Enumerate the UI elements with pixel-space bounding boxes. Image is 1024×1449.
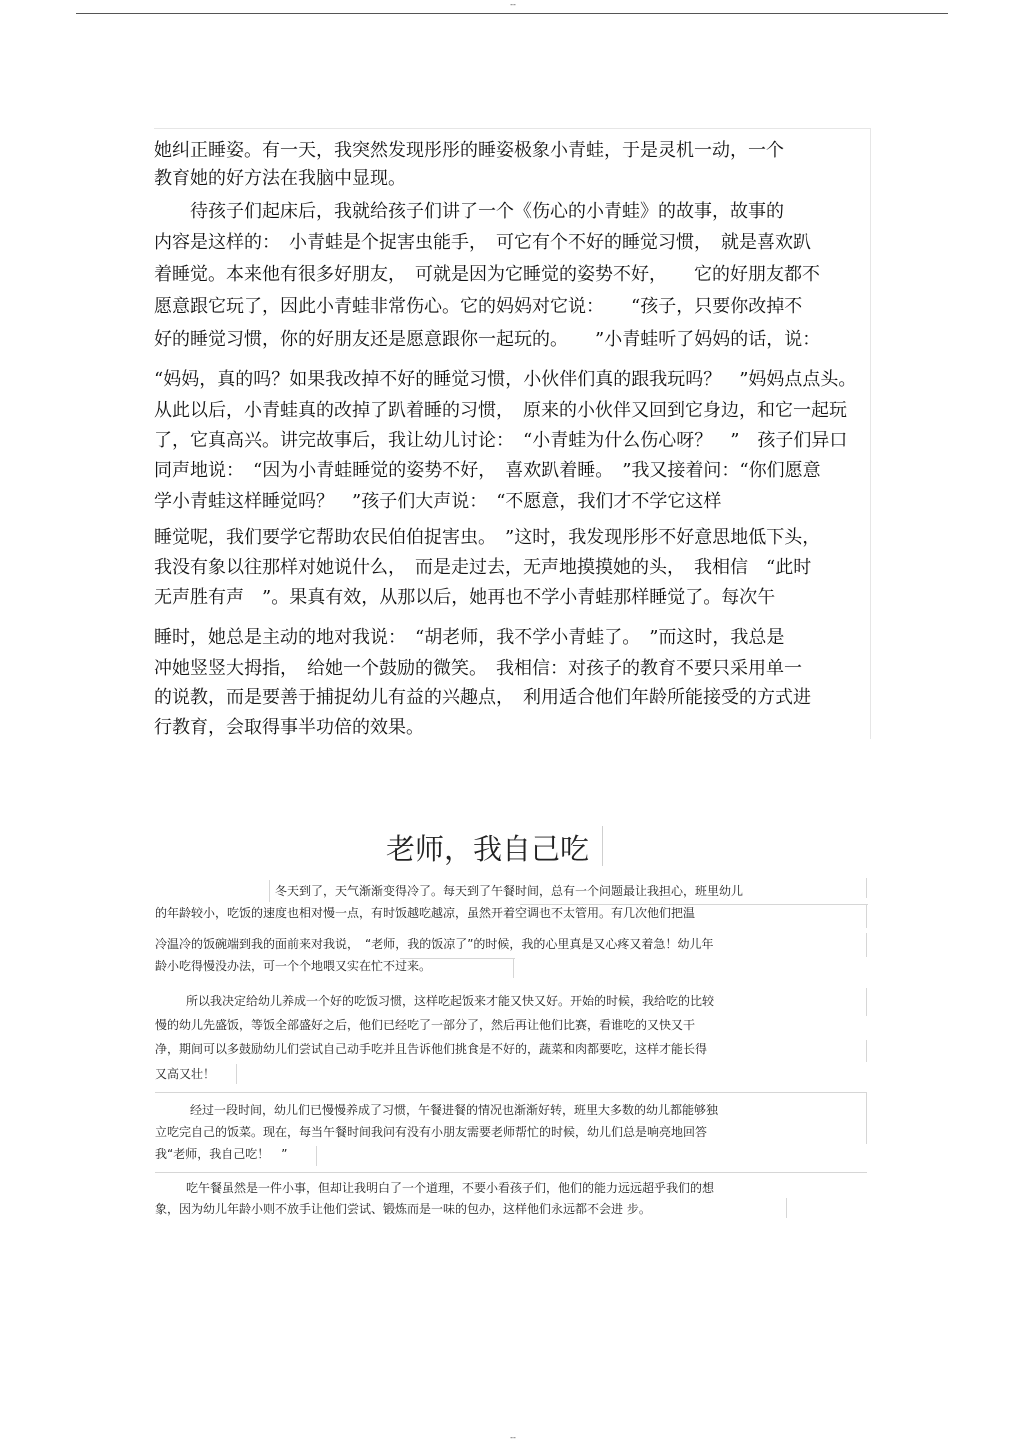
scan-artifact	[316, 1146, 317, 1166]
paragraph-line: 象，因为幼儿年龄小则不放手让他们尝试、锻炼而是一味的包办，这样他们永远都不会进 步。	[155, 1202, 651, 1216]
paragraph-line: 无声胜有声 ”。果真有效，从那以后，她再也不学小青蛙那样睡觉了。每次午	[154, 587, 776, 608]
paragraph-line: 行教育，会取得事半功倍的效果。	[154, 717, 424, 738]
header-page-mark: --	[510, 0, 516, 9]
scan-artifact	[236, 1064, 237, 1084]
paragraph-line: 她纠正睡姿。有一天，我突然发现彤彤的睡姿极象小青蛙，于是灵机一动，一个	[154, 140, 784, 161]
paragraph-line: 愿意跟它玩了，因此小青蛙非常伤心。它的妈妈对它说： “孩子，只要你改掉不	[154, 296, 803, 317]
scan-artifact	[866, 988, 867, 1016]
story-frog-section	[154, 128, 871, 739]
paragraph-line: 我“老师，我自己吃！ ”	[155, 1147, 288, 1161]
paragraph-line: 冲她竖竖大拇指， 给她一个鼓励的微笑。 我相信：对孩子的教育不要只采用单一	[154, 658, 802, 679]
scan-artifact	[786, 1198, 787, 1218]
paragraph-line: 吃午餐虽然是一件小事，但却让我明白了一个道理，不要小看孩子们，他们的能力远远超乎我们的想	[186, 1181, 715, 1195]
paragraph-line: 睡时，她总是主动的地对我说： “胡老师，我不学小青蛙了。 ”而这时，我总是	[154, 627, 785, 648]
scan-artifact	[866, 878, 867, 898]
paragraph-line: 好的睡觉习惯，你的好朋友还是愿意跟你一起玩的。 ”小青蛙听了妈妈的话，说：	[154, 329, 821, 350]
paragraph-line: 净，期间可以多鼓励幼儿们尝试自己动手吃并且告诉他们挑食是不好的，蔬菜和肉都要吃，这样才能长得	[155, 1042, 708, 1056]
paragraph-line: 的说教，而是要善于捕捉幼儿有益的兴趣点， 利用适合他们年龄所能接受的方式进	[154, 687, 811, 708]
paragraph-line: 慢的幼儿先盛饭，等饭全部盛好之后，他们已经吃了一部分了，然后再让他们比赛，看谁吃的又快又干	[155, 1018, 696, 1032]
paragraph-line: 了，它真高兴。讲完故事后，我让幼儿讨论： “小青蛙为什么伤心呀？ ” 孩子们异口	[154, 430, 848, 451]
scan-artifact	[155, 1172, 867, 1173]
paragraph-line: 着睡觉。本来他有很多好朋友， 可就是因为它睡觉的姿势不好， 它的好朋友都不	[154, 264, 820, 285]
paragraph-line: “妈妈，真的吗？如果我改掉不好的睡觉习惯，小伙伴们真的跟我玩吗？ ”妈妈点点头。	[154, 369, 857, 390]
scan-artifact	[866, 1092, 867, 1144]
scan-artifact	[866, 904, 867, 928]
paragraph-line: 从此以后，小青蛙真的改掉了趴着睡的习惯， 原来的小伙伴又回到它身边，和它一起玩	[154, 400, 847, 421]
paragraph-line: 经过一段时间，幼儿们已慢慢养成了习惯，午餐进餐的情况也渐渐好转，班里大多数的幼儿都能够独	[190, 1103, 719, 1117]
title-edge-mark	[602, 826, 603, 866]
paragraph-line: 睡觉呢，我们要学它帮助农民伯伯捉害虫。 ”这时，我发现彤彤不好意思地低下头，	[154, 527, 821, 548]
header-rule	[76, 13, 948, 14]
paragraph-line: 同声地说： “因为小青蛙睡觉的姿势不好， 喜欢趴着睡。 ”我又接着问：“你们愿意	[154, 460, 821, 481]
scan-artifact	[866, 1040, 867, 1062]
scan-artifact	[520, 904, 868, 905]
paragraph-line: 学小青蛙这样睡觉吗？ ”孩子们大声说： “不愿意，我们才不学它这样	[154, 491, 722, 512]
article-title: 老师，我自己吃	[386, 832, 590, 866]
paragraph-line: 又高又壮！	[155, 1067, 216, 1081]
paragraph-line: 内容是这样的： 小青蛙是个捉害虫能手， 可它有个不好的睡觉习惯， 就是喜欢趴	[154, 232, 811, 253]
paragraph-line: 冷温冷的饭碗端到我的面前来对我说， “老师，我的饭凉了”的时候，我的心里真是又心疼又着急！幼儿年	[155, 937, 714, 951]
footer-page-mark: --	[510, 1433, 516, 1442]
paragraph-line: 龄小吃得慢没办法，可一个个地喂又实在忙不过来。	[155, 959, 432, 973]
paragraph-line: 待孩子们起床后，我就给孩子们讲了一个《伤心的小青蛙》的故事，故事的	[154, 201, 784, 222]
paragraph-line: 我没有象以往那样对她说什么， 而是走过去，无声地摸摸她的头， 我相信 “此时	[154, 557, 812, 578]
paragraph-line: 冬天到了，天气渐渐变得冷了。每天到了午餐时间，总有一个问题最让我担心，班里幼儿	[275, 884, 744, 898]
scan-artifact	[513, 958, 514, 978]
paragraph-line: 所以我决定给幼儿养成一个好的吃饭习惯，这样吃起饭来才能又快又好。开始的时候，我给吃的比较	[186, 994, 715, 1008]
paragraph-line: 的年龄较小，吃饭的速度也相对慢一点，有时饭越吃越凉，虽然开着空调也不太管用。有几次他们把温	[155, 906, 696, 920]
scan-artifact	[866, 933, 867, 957]
scan-artifact	[155, 1092, 867, 1093]
scan-artifact	[269, 880, 270, 902]
paragraph-line: 教育她的好方法在我脑中显现。	[154, 168, 406, 189]
scan-artifact	[400, 958, 515, 959]
paragraph-line: 立吃完自己的饭菜。现在，每当午餐时间我问有没有小朋友需要老师帮忙的时候，幼儿们总是响亮地回答	[155, 1125, 708, 1139]
